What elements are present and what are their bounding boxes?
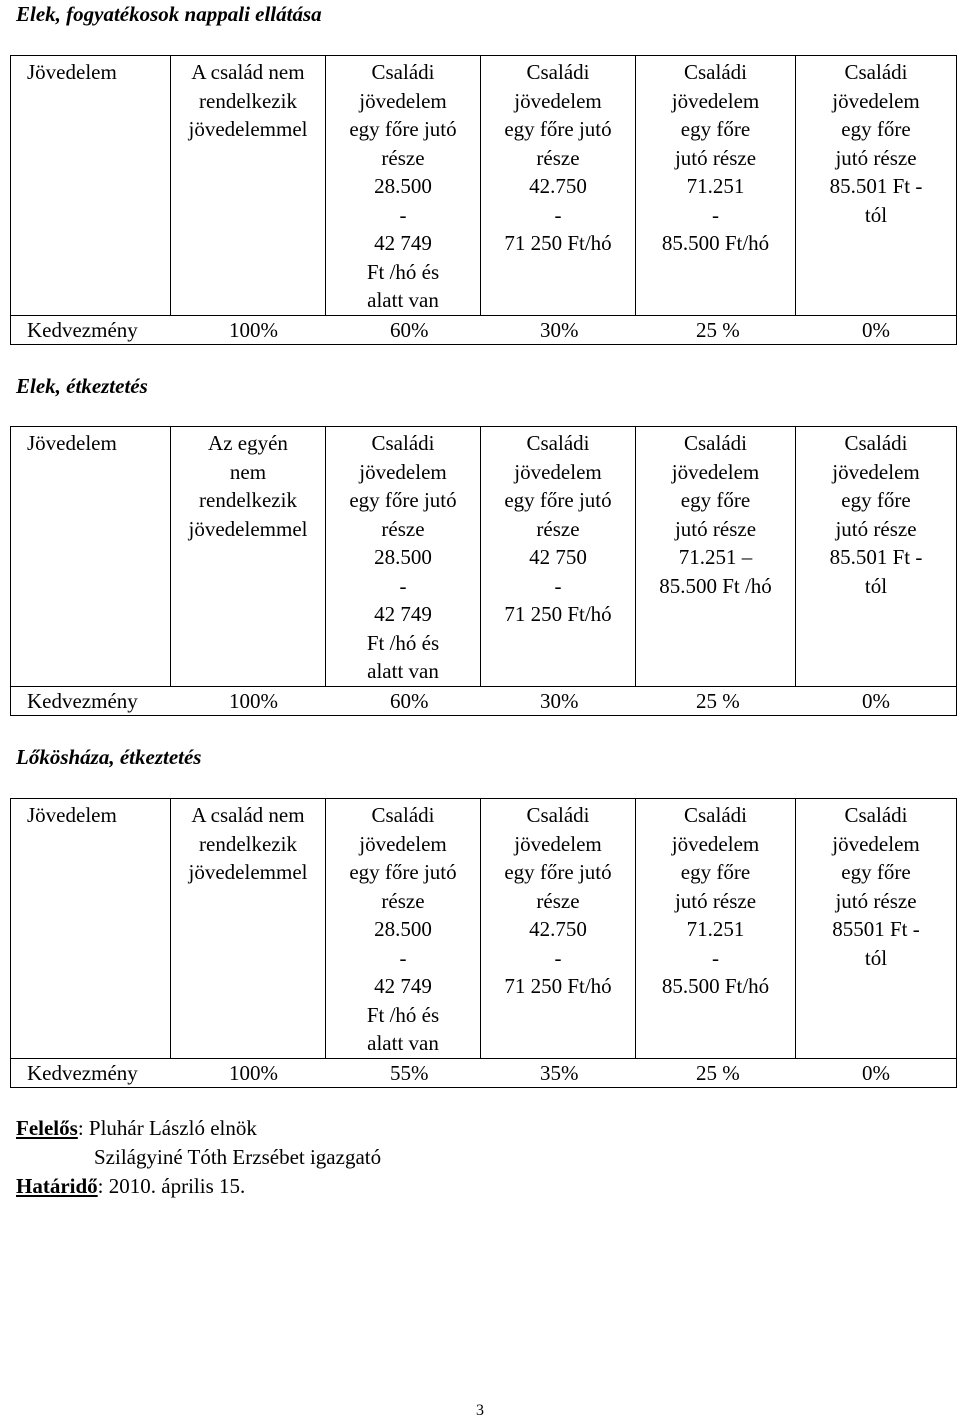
responsible-line	[16, 1114, 381, 1143]
income-band-line: 42.750	[529, 917, 587, 941]
income-band-line: jövedelem	[832, 831, 920, 856]
income-row	[11, 427, 957, 687]
income-band-line: Családi	[371, 431, 435, 455]
discount-value: 55%	[390, 1060, 429, 1085]
income-band-line: jutó része	[835, 516, 917, 541]
income-band-line: jutó része	[835, 145, 917, 170]
income-band-line: -	[554, 202, 562, 227]
income-band-line: Családi	[844, 60, 908, 84]
income-band-line: Családi	[371, 803, 435, 827]
discount-row	[11, 1058, 957, 1087]
income-band-line: egy főre jutó	[349, 860, 457, 884]
income-band-line: jövedelem	[671, 459, 760, 484]
income-band-line: -	[712, 202, 719, 227]
income-band-line: jutó része	[674, 888, 757, 913]
income-band	[326, 799, 481, 1059]
income-band-line: -	[399, 202, 407, 227]
discount-cell	[11, 686, 957, 715]
section-title: Elek, étkeztetés	[16, 374, 148, 398]
discount-value: 0%	[862, 688, 890, 713]
income-band-line: alatt van	[367, 659, 439, 683]
income-row	[11, 799, 957, 1059]
income-band-line: jövedelem	[832, 459, 920, 484]
income-band-line: -	[712, 945, 719, 970]
income-band-line: rendelkezik	[199, 488, 297, 512]
discount-value: 30%	[540, 688, 579, 713]
discount-value: 30%	[540, 317, 579, 342]
income-band-line: egy főre	[841, 117, 911, 141]
discount-cell	[11, 1058, 957, 1087]
income-band-line: jövedelemmel	[188, 117, 308, 141]
income-band-line: jövedelem	[514, 459, 602, 484]
income-band-line: 85.500 Ft /hó	[659, 573, 772, 598]
income-band-line: része	[536, 516, 580, 541]
income-band-line: 28.500	[374, 545, 432, 569]
fee-table	[10, 55, 957, 345]
discount-label: Kedvezmény	[27, 1060, 138, 1085]
income-band-line: jövedelem	[671, 831, 760, 856]
income-band-line: 71.251	[686, 174, 745, 198]
income-band-line: Családi	[371, 60, 435, 84]
income-band-line: jutó része	[835, 888, 917, 913]
discount-value: 60%	[390, 317, 429, 342]
income-band-line: része	[536, 888, 580, 913]
responsible-name: : Pluhár László elnök	[77, 1116, 257, 1140]
income-band-line: Családi	[526, 803, 590, 827]
income-band-line: jutó része	[674, 516, 757, 541]
responsible-second: Szilágyiné Tóth Erzsébet igazgató	[94, 1145, 382, 1169]
income-band-line: része	[536, 145, 580, 170]
discount-cell	[11, 315, 957, 344]
income-band-line: 85.501 Ft -	[829, 174, 923, 198]
income-band-line: tól	[864, 202, 888, 227]
income-band-line: rendelkezik	[199, 831, 297, 856]
income-band-line: egy főre jutó	[504, 488, 612, 512]
income-band-line: -	[399, 573, 407, 598]
income-band-line: 42 749	[374, 602, 432, 626]
income-band-line: jövedelemmel	[188, 860, 308, 884]
income-band-line: egy főre	[680, 488, 751, 512]
income-band	[171, 56, 326, 316]
income-band	[171, 799, 326, 1059]
income-band	[636, 427, 796, 687]
income-band-line: egy főre	[680, 117, 751, 141]
income-band-line: 28.500	[374, 917, 432, 941]
income-band-line: alatt van	[367, 288, 439, 312]
income-band-line: -	[554, 573, 562, 598]
income-band-line: része	[381, 888, 425, 913]
income-band-line: Családi	[684, 803, 747, 827]
income-band-line: A család nem	[191, 803, 305, 827]
fee-table	[10, 426, 957, 716]
income-band-line: egy főre jutó	[349, 488, 457, 512]
income-band-line: jövedelem	[832, 88, 920, 113]
income-band-line: 42 750	[529, 545, 587, 569]
income-band-line: -	[554, 945, 562, 970]
discount-row	[11, 315, 957, 344]
income-band-line: 42.750	[529, 174, 587, 198]
discount-value: 100%	[229, 317, 278, 342]
discount-value: 100%	[229, 1060, 278, 1085]
income-band-line: -	[399, 945, 407, 970]
income-band	[481, 427, 636, 687]
income-band-line: 71 250 Ft/hó	[504, 602, 612, 626]
income-band-line: egy főre jutó	[504, 860, 612, 884]
income-band-line: 71.251 –	[678, 545, 753, 569]
income-band	[636, 799, 796, 1059]
fee-table	[10, 798, 957, 1088]
income-band-line: 42 749	[374, 231, 432, 255]
discount-value: 60%	[390, 688, 429, 713]
income-band-line: egy főre jutó	[349, 117, 457, 141]
discount-label: Kedvezmény	[27, 688, 138, 713]
discount-label: Kedvezmény	[27, 317, 138, 342]
discount-value: 25 %	[696, 317, 740, 342]
income-band-line: egy főre	[841, 488, 911, 512]
income-band	[326, 56, 481, 316]
income-band-line: jövedelemmel	[188, 516, 308, 541]
income-band-line: egy főre	[680, 860, 751, 884]
income-band-line: 85.500 Ft/hó	[661, 974, 770, 998]
income-row	[11, 56, 957, 316]
footer	[16, 1114, 381, 1201]
income-band-line: tól	[864, 573, 888, 598]
income-band-line: 85.501 Ft -	[829, 545, 923, 569]
income-band-line: rendelkezik	[199, 88, 297, 113]
income-band	[481, 56, 636, 316]
income-band-line: jövedelem	[359, 88, 447, 113]
income-label: Jövedelem	[11, 56, 171, 316]
income-band-line: Családi	[684, 431, 747, 455]
income-band-line: Családi	[844, 803, 908, 827]
income-band	[796, 427, 957, 687]
responsible-label: Felelős	[16, 1116, 78, 1140]
income-band-line: 42 749	[374, 974, 432, 998]
income-band-line: 85501 Ft -	[832, 917, 920, 941]
income-band-line: 71 250 Ft/hó	[504, 231, 612, 255]
income-band-line: egy főre jutó	[504, 117, 612, 141]
income-band-line: jövedelem	[359, 831, 447, 856]
income-band	[171, 427, 326, 687]
income-band-line: Családi	[526, 60, 590, 84]
discount-value: 35%	[540, 1060, 579, 1085]
income-band-line: jövedelem	[671, 88, 760, 113]
income-band	[796, 799, 957, 1059]
income-band-line: 28.500	[374, 174, 432, 198]
discount-value: 25 %	[696, 688, 740, 713]
income-band-line: nem	[229, 459, 267, 484]
income-band-line: része	[381, 145, 425, 170]
deadline-label: Határidő	[16, 1174, 98, 1198]
section-title: Elek, fogyatékosok nappali ellátása	[16, 2, 322, 26]
income-band-line: Ft /hó és	[366, 630, 440, 655]
income-band-line: egy főre	[841, 860, 911, 884]
discount-value: 100%	[229, 688, 278, 713]
income-band-line: jövedelem	[514, 88, 602, 113]
income-band-line: Családi	[526, 431, 590, 455]
deadline-line	[16, 1172, 381, 1201]
discount-value: 0%	[862, 1060, 890, 1085]
income-band-line: része	[381, 516, 425, 541]
discount-value: 0%	[862, 317, 890, 342]
income-band-line: 71 250 Ft/hó	[504, 974, 612, 998]
income-band-line: jövedelem	[514, 831, 602, 856]
income-band-line: alatt van	[367, 1031, 439, 1055]
income-band-line: jövedelem	[359, 459, 447, 484]
income-band-line: A család nem	[191, 60, 305, 84]
income-band-line: Ft /hó és	[366, 259, 440, 284]
income-band-line: jutó része	[674, 145, 757, 170]
income-band-line: Családi	[684, 60, 747, 84]
income-band	[326, 427, 481, 687]
discount-row	[11, 686, 957, 715]
page-number: 3	[476, 1402, 484, 1419]
income-band-line: 71.251	[686, 917, 745, 941]
section-title: Lőkösháza, étkeztetés	[16, 745, 202, 769]
income-band-line: 85.500 Ft/hó	[661, 231, 770, 255]
income-band-line: Családi	[844, 431, 908, 455]
income-label: Jövedelem	[11, 799, 171, 1059]
income-band-line: Az egyén	[208, 431, 288, 455]
income-band-line: tól	[864, 945, 888, 970]
deadline-value: : 2010. április 15.	[97, 1174, 246, 1198]
discount-value: 25 %	[696, 1060, 740, 1085]
income-label: Jövedelem	[11, 427, 171, 687]
income-band	[636, 56, 796, 316]
income-band	[481, 799, 636, 1059]
income-band-line: Ft /hó és	[366, 1002, 440, 1027]
income-band	[796, 56, 957, 316]
